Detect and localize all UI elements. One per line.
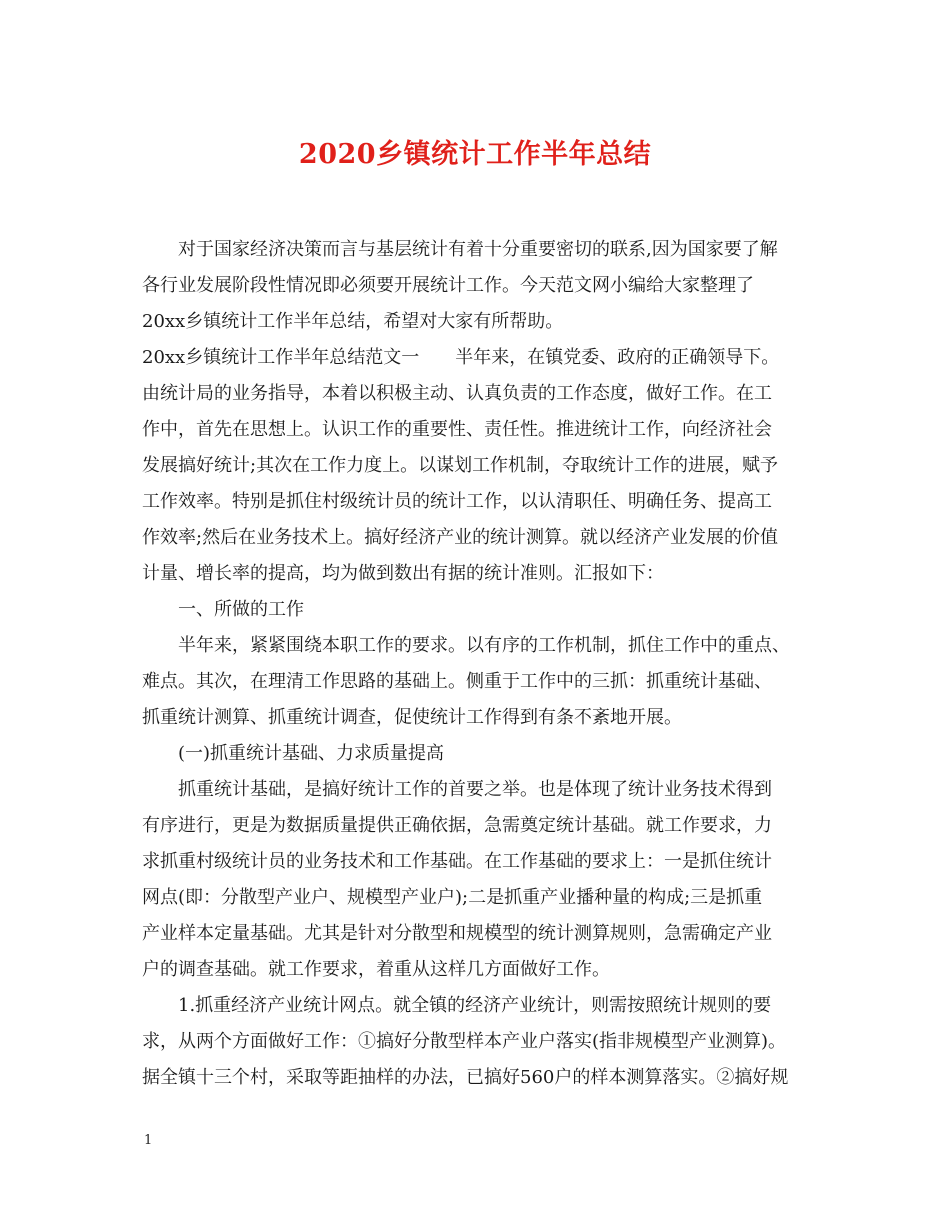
body-line: 各行业发展阶段性情况即必须要开展统计工作。今天范文网小编给大家整理了 <box>142 275 754 296</box>
body-line: 抓重统计测算、抓重统计调查，促使统计工作得到有条不紊地开展。 <box>142 707 682 728</box>
body-line: 发展搞好统计;其次在工作力度上。以谋划工作机制，夺取统计工作的进展，赋予 <box>142 455 779 476</box>
body-line: 作中，首先在思想上。认识工作的重要性、责任性。推进统计工作，向经济社会 <box>142 419 772 440</box>
body-line: 由统计局的业务指导，本着以积极主动、认真负责的工作态度，做好工作。在工 <box>142 383 772 404</box>
body-line: 1.抓重经济产业统计网点。就全镇的经济产业统计，则需按照统计规则的要 <box>178 995 772 1016</box>
body-line: 网点(即：分散型产业户、规模型产业户);二是抓重产业播种量的构成;三是抓重 <box>142 887 763 908</box>
body-line: 抓重统计基础，是搞好统计工作的首要之举。也是体现了统计业务技术得到 <box>178 779 772 800</box>
body-line: 户的调查基础。就工作要求，着重从这样几方面做好工作。 <box>142 959 610 980</box>
body-line: 作效率;然后在业务技术上。搞好经济产业的统计测算。就以经济产业发展的价值 <box>142 527 779 548</box>
body-line: 难点。其次，在理清工作思路的基础上。侧重于工作中的三抓：抓重统计基础、 <box>142 671 772 692</box>
section-heading: 一、所做的工作 <box>178 599 304 620</box>
body-line: 有序进行，更是为数据质量提供正确依据，急需奠定统计基础。就工作要求，力 <box>142 815 772 836</box>
body-line: 工作效率。特别是抓住村级统计员的统计工作，以认清职任、明确任务、提高工 <box>142 491 772 512</box>
body-line: 求，从两个方面做好工作：①搞好分散型样本产业户落实(指非规模型产业测算)。 <box>142 1031 787 1052</box>
subsection-heading: (一)抓重统计基础、力求质量提高 <box>178 743 445 764</box>
body-line: 对于国家经济决策而言与基层统计有着十分重要密切的联系,因为国家要了解 <box>178 239 778 260</box>
body-line: 20xx乡镇统计工作半年总结，希望对大家有所帮助。 <box>142 311 564 332</box>
body-line: 求抓重村级统计员的业务技术和工作基础。在工作基础的要求上：一是抓住统计 <box>142 851 772 872</box>
body-line: 半年来，紧紧围绕本职工作的要求。以有序的工作机制，抓住工作中的重点、 <box>178 635 790 656</box>
body-line: 据全镇十三个村，采取等距抽样的办法，已搞好560户的样本测算落实。②搞好规 <box>142 1067 789 1088</box>
page-number: 1 <box>144 1133 153 1148</box>
document-title: 2020乡镇统计工作半年总结 <box>298 139 652 170</box>
body-line: 20xx乡镇统计工作半年总结范文一 半年来，在镇党委、政府的正确领导下。 <box>142 347 780 368</box>
body-line: 产业样本定量基础。尤其是针对分散型和规模型的统计测算规则，急需确定产业 <box>142 923 772 944</box>
body-line: 计量、增长率的提高，均为做到数出有据的统计准则。汇报如下： <box>142 563 664 584</box>
